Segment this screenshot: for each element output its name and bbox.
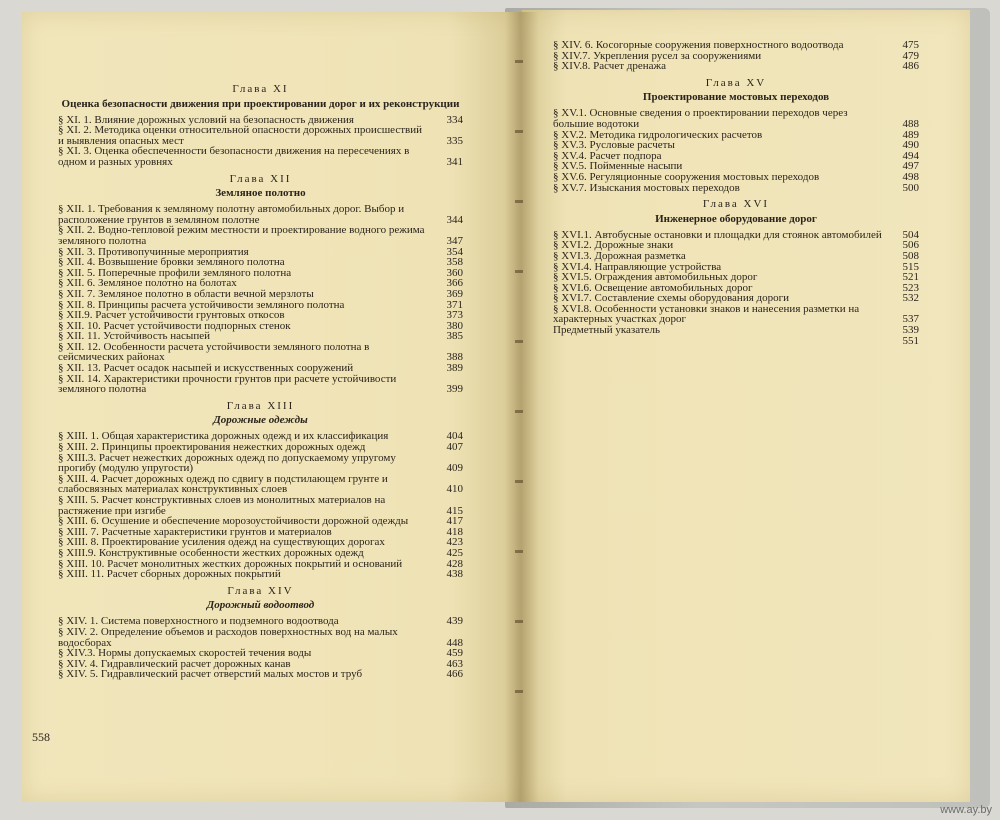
toc-entry-text: § XIV.3. Нормы допускаемых скоростей течения воды: [58, 647, 312, 660]
toc-entry-text: § XIII.3. Расчет нежестких дорожных одежд по допускаемому упругому прогибу (модулю упругости): [58, 451, 396, 475]
toc-entry-text: § XI. 3. Оценка обеспеченности безопасности движения на пересечениях в одном и разных уровнях: [58, 145, 410, 168]
toc-entry: [553, 172, 919, 183]
toc-entry-page: 459: [446, 647, 463, 660]
toc-entry-page: 508: [902, 249, 919, 262]
toc-entry-text: § XV.6. Регуляционные сооружения мостовых переходов: [553, 170, 820, 183]
toc-entry-page: 369: [446, 287, 463, 300]
toc-entry-text: § XV.7. Изыскания мостовых переходов: [553, 181, 740, 194]
toc-entry: [58, 627, 463, 648]
toc-entry-text: § XVI.6. Освещение автомобильных дорог: [553, 281, 753, 294]
watermark: www.ay.by: [940, 804, 992, 816]
toc-entry-page: 506: [902, 239, 919, 252]
toc-entry-page: 486: [902, 60, 919, 73]
toc-entry-page: 388: [446, 351, 463, 364]
toc-entry-page: 385: [446, 330, 463, 343]
toc-entry-text: § XII. 5. Поперечные профили земляного полотна: [58, 266, 292, 279]
toc-entry: [553, 40, 919, 51]
toc-entry-text: § XVI.5. Ограждения автомобильных дорог: [553, 271, 758, 284]
toc-entry: [58, 548, 463, 559]
toc-entry-text: § XII. 7. Земляное полотно в области вечной мерзлоты: [58, 287, 314, 300]
toc-entry: [58, 474, 463, 495]
toc-entry-text: § XII. 8. Принципы расчета устойчивости земляного полотна: [58, 298, 345, 311]
toc-entry-text: § XII.9. Расчет устойчивости грунтовых откосов: [58, 309, 285, 322]
toc-entry-text: § XII. 12. Особенности расчета устойчивости земляного полотна в сейсмических районах: [58, 340, 370, 364]
toc-entry-page: 479: [902, 49, 919, 62]
trailing-page-number: [553, 336, 919, 347]
toc-entry-page: 341: [446, 155, 463, 168]
toc-entry-text: § XIV.8. Расчет дренажа: [553, 60, 666, 73]
toc-entry: [553, 251, 919, 262]
toc-entry-page: 537: [902, 313, 919, 326]
toc-entry-text: Предметный указатель: [553, 324, 661, 337]
toc-entry-page: 500: [902, 181, 919, 194]
toc-entry-text: § XIII. 7. Расчетные характеристики грунтов и материалов: [58, 525, 332, 538]
toc-entry-page: 380: [446, 319, 463, 332]
page-number: 558: [32, 730, 50, 744]
toc-entry-page: 523: [902, 281, 919, 294]
left-toc-column: [58, 78, 463, 680]
toc-entry: [58, 146, 463, 167]
toc-entry-page: 463: [446, 657, 463, 670]
toc-entry-page: 415: [446, 504, 463, 517]
toc-entry: [553, 61, 919, 72]
toc-entry-text: § XIII. 11. Расчет сборных дорожных покрытий: [58, 568, 281, 581]
toc-entry-text: § XIII. 1. Общая характеристика дорожных одежд и их классификация: [58, 430, 389, 443]
toc-entry-text: § XIII. 4. Расчет дорожных одежд по сдвигу в подстилающем грунте и слабосвязных материалах конструктивных слоев: [58, 472, 388, 496]
toc-entry-page: 448: [446, 636, 463, 649]
toc-entry-page: 497: [902, 160, 919, 173]
toc-entry: [58, 289, 463, 300]
toc-entry: [58, 225, 463, 246]
toc-entry-text: § XI. 1. Влияние дорожных условий на безопасность движения: [58, 113, 354, 126]
toc-entry-text: § XIV.7. Укрепления русел за сооружениями: [553, 49, 762, 62]
chapter-title: Оценка безопасности движения при проектировании дорог и их реконструкции: [61, 97, 460, 110]
toc-entry-page: 347: [446, 234, 463, 247]
toc-entry-text: § XIII. 5. Расчет конструктивных слоев из монолитных материалов на растяжение при изгибе: [58, 494, 386, 517]
toc-entry: [58, 204, 463, 225]
toc-entry-text: § XII. 6. Земляное полотно на болотах: [58, 277, 237, 290]
toc-entry-text: § XIII. 6. Осушение и обеспечение морозоустойчивости дорожной одежды: [58, 515, 409, 528]
toc-entry-page: 425: [446, 546, 463, 559]
binding-stitches: [515, 60, 523, 700]
toc-entry-text: § XIII. 10. Расчет монолитных жестких дорожных покрытий и оснований: [58, 557, 403, 570]
toc-entry-page: 515: [902, 260, 919, 273]
toc-entry: [58, 342, 463, 363]
toc-entry-text: § XII. 10. Расчет устойчивости подпорных стенок: [58, 319, 291, 332]
toc-entry-text: § XIII. 8. Проектирование усиления одежд на существующих дорогах: [58, 536, 385, 549]
toc-entry-page: 373: [446, 309, 463, 322]
toc-entry-text: § XIV. 5. Гидравлический расчет отверстий малых мостов и труб: [58, 668, 363, 681]
chapter-title: Земляное полотно: [215, 187, 306, 200]
toc-entry-page: 389: [446, 362, 463, 375]
toc-entry-page: 366: [446, 277, 463, 290]
toc-entry-page: 521: [902, 271, 919, 284]
toc-entry-text: § XVI.8. Особенности установки знаков и нанесения разметки на характерных участках дорог: [553, 302, 860, 326]
chapter-label: Глава XVI: [702, 198, 770, 211]
toc-entry-page: 494: [902, 149, 919, 162]
toc-entry-page: 504: [902, 228, 919, 241]
toc-entry-text: § XII. 3. Противопучинные мероприятия: [58, 245, 249, 258]
toc-entry-text: § XVI.4. Направляющие устройства: [553, 260, 722, 273]
toc-entry-page: 466: [446, 668, 463, 681]
toc-entry: [553, 183, 919, 194]
chapter-title: Дорожные одежды: [213, 414, 308, 427]
toc-entry-text: § XII. 2. Водно-тепловой режим местности и проектирование водного режима земляного полотна: [58, 224, 425, 247]
toc-entry-page: 428: [446, 557, 463, 570]
toc-entry-text: § XIII.9. Конструктивные особенности жестких дорожных одежд: [58, 546, 364, 559]
toc-entry-text: § XII. 11. Устойчивость насыпей: [58, 330, 210, 343]
toc-entry-page: 334: [446, 113, 463, 126]
toc-entry-text: § XV.4. Расчет подпора: [553, 149, 662, 162]
toc-entry-text: § XIII. 2. Принципы проектирования нежестких дорожных одежд: [58, 441, 366, 454]
toc-entry-text: § XIV. 2. Определение объемов и расходов поверхностных вод на малых водосборах: [58, 625, 398, 649]
toc-entry: [553, 108, 919, 129]
toc-entry-text: § XIV. 4. Гидравлический расчет дорожных канав: [58, 657, 291, 670]
toc-entry-text: § XIV. 6. Косогорные сооружения поверхностного водоотвода: [553, 39, 844, 51]
toc-entry-page: 407: [446, 441, 463, 454]
chapter-title: Дорожный водоотвод: [206, 599, 315, 612]
toc-entry-page: 399: [446, 383, 463, 396]
toc-entry-text: § XI. 2. Методика оценки относительной опасности дорожных происшествий и выявления опасных мест: [58, 124, 422, 147]
toc-entry-page: 409: [446, 462, 463, 475]
toc-entry-text: § XVI.1. Автобусные остановки и площадки для стоянок автомобилей: [553, 228, 882, 241]
toc-entry-page: 498: [902, 170, 919, 183]
toc-entry-text: § XII. 13. Расчет осадок насыпей и искусственных сооружений: [58, 362, 354, 375]
toc-entry-page: 490: [902, 139, 919, 152]
toc-entry: [58, 569, 463, 580]
chapter-label: Глава XI: [232, 83, 289, 95]
toc-entry: [58, 669, 463, 680]
toc-entry-text: § XV.2. Методика гидрологических расчетов: [553, 128, 763, 141]
toc-entry-page: 488: [902, 117, 919, 130]
toc-entry-text: § XVI.7. Составление схемы оборудования дороги: [553, 292, 790, 305]
toc-entry-text: § XV.1. Основные сведения о проектировании переходов через большие водотоки: [553, 107, 848, 130]
toc-entry-page: 418: [446, 525, 463, 538]
toc-entry-page: 371: [446, 298, 463, 311]
right-toc-column: [553, 40, 919, 347]
toc-entry-page: 439: [446, 615, 463, 628]
chapter-label: Глава XIII: [226, 399, 295, 412]
toc-entry-page: 335: [446, 134, 463, 147]
toc-entry: [553, 325, 919, 336]
toc-entry: [58, 125, 463, 146]
toc-entry-text: § XIV. 1. Система поверхностного и подземного водоотвода: [58, 615, 339, 628]
toc-entry-page: 438: [446, 568, 463, 581]
toc-entry-page: 532: [902, 292, 919, 305]
toc-entry-page: 539: [902, 324, 919, 337]
toc-entry: [58, 495, 463, 516]
toc-entry-page: 358: [446, 256, 463, 269]
toc-entry: [58, 374, 463, 395]
chapter-label: Глава XIV: [227, 584, 294, 597]
toc-entry-page: 551: [902, 335, 919, 348]
chapter-title: Проектирование мостовых переходов: [642, 91, 830, 104]
chapter-label: Глава XV: [705, 76, 767, 89]
toc-entry-text: § XV.3. Русловые расчеты: [553, 139, 675, 152]
toc-entry-text: § XVI.2. Дорожные знаки: [553, 239, 674, 252]
toc-entry-page: 344: [446, 213, 463, 226]
toc-entry-page: 489: [902, 128, 919, 141]
toc-entry-page: 404: [446, 430, 463, 443]
toc-entry-text: § XV.5. Пойменные насыпи: [553, 160, 683, 173]
toc-entry-page: 423: [446, 536, 463, 549]
toc-entry-page: 417: [446, 515, 463, 528]
toc-entry: [58, 453, 463, 474]
toc-entry-page: 354: [446, 245, 463, 258]
toc-entry-text: § XII. 14. Характеристики прочности грунтов при расчете устойчивости земляного полотна: [58, 372, 397, 396]
chapter-title: Инженерное оборудование дорог: [655, 212, 817, 225]
toc-entry-text: § XVI.3. Дорожная разметка: [553, 249, 686, 262]
toc-entry-text: § XII. 1. Требования к земляному полотну автомобильных дорог. Выбор и расположение грунтов в земляном полотне: [58, 203, 405, 226]
toc-entry-page: 475: [902, 39, 919, 51]
toc-entry-text: § XII. 4. Возвышение бровки земляного полотна: [58, 256, 285, 269]
toc-entry: [553, 304, 919, 325]
chapter-label: Глава XII: [229, 172, 292, 185]
toc-entry-page: 360: [446, 266, 463, 279]
toc-entry-page: 410: [446, 483, 463, 496]
